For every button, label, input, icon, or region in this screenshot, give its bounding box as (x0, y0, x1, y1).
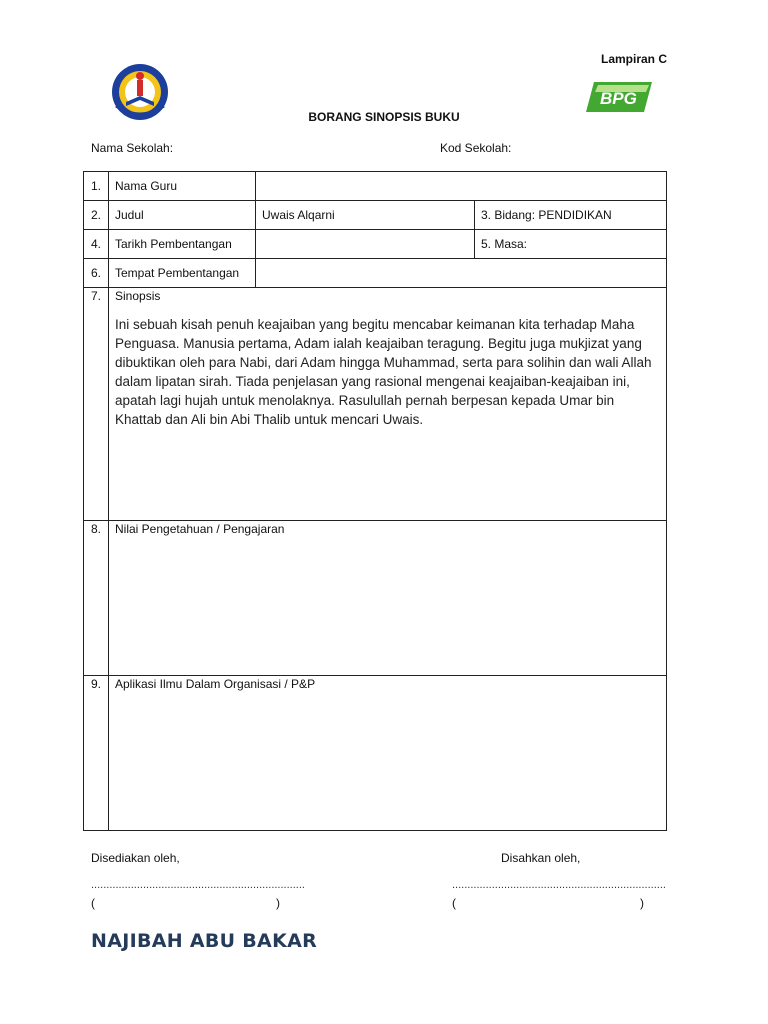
row-number: 4. (84, 230, 109, 259)
row-nama-guru (84, 172, 667, 201)
author-name: NAJIBAH ABU BAKAR (91, 930, 318, 952)
bpg-logo-icon (586, 80, 654, 114)
aplikasi-cell[interactable] (109, 676, 667, 831)
nilai-cell[interactable] (109, 521, 667, 676)
form-title: BORANG SINOPSIS BUKU (308, 110, 460, 124)
nama-sekolah-label: Nama Sekolah: (91, 141, 174, 155)
judul-field[interactable]: Uwais Alqarni (256, 201, 475, 230)
prepared-signature-line[interactable]: ...................................................................... (91, 879, 305, 891)
approved-paren-open: ( (452, 896, 456, 910)
sinopsis-cell[interactable] (109, 288, 667, 521)
row-number: 2. (84, 201, 109, 230)
nama-guru-label: Nama Guru (109, 172, 256, 201)
bpg-logo-text: BPG (600, 89, 637, 108)
sinopsis-text: Ini sebuah kisah penuh keajaiban yang begitu mencabar keimanan kita terhadap Maha Penguasa. Manusia pertama, Adam ialah keajaiban teragung. Begitu juga mukjizat yang dibuktikan oleh para Nabi, dari Adam hingga Muhammad, serta para solihin dan wali Allah dalam lipatan sirah. Tiada penjelasan yang rasional mengenai keajaiban-keajaiban ini, apatah lagi hujah untuk menolaknya. Rasulullah pernah berpesan kepada Umar bin Khattab dan Ali bin Abi Thalib untuk mencari Uwais. (115, 317, 652, 427)
judul-label: Judul (109, 201, 256, 230)
row-tempat (84, 259, 667, 288)
tarikh-field[interactable] (256, 230, 475, 259)
row-number: 7. (84, 288, 109, 521)
row-number: 1. (84, 172, 109, 201)
row-number: 6. (84, 259, 109, 288)
tempat-label: Tempat Pembentangan (109, 259, 256, 288)
aplikasi-label: Aplikasi Ilmu Dalam Organisasi / P&P (115, 677, 316, 691)
bidang-field[interactable]: 3. Bidang: PENDIDIKAN (475, 201, 667, 230)
row-tarikh (84, 230, 667, 259)
synopsis-form-table (83, 171, 667, 831)
prepared-paren-close: ) (276, 896, 280, 910)
kod-sekolah-label: Kod Sekolah: (440, 141, 512, 155)
prepared-paren-open: ( (91, 896, 95, 910)
prepared-by-label: Disediakan oleh, (91, 851, 180, 865)
sinopsis-label: Sinopsis (115, 289, 161, 303)
nilai-label: Nilai Pengetahuan / Pengajaran (115, 522, 285, 536)
approved-signature-line[interactable]: ...................................................................... (452, 879, 666, 891)
masa-field[interactable]: 5. Masa: (475, 230, 667, 259)
approved-paren-close: ) (640, 896, 644, 910)
lampiran-label: Lampiran C (601, 52, 668, 66)
row-number: 9. (84, 676, 109, 831)
approved-by-label: Disahkan oleh, (501, 851, 581, 865)
row-aplikasi (84, 676, 667, 831)
row-number: 8. (84, 521, 109, 676)
row-sinopsis (84, 288, 667, 521)
tempat-field[interactable] (256, 259, 667, 288)
tarikh-label: Tarikh Pembentangan (109, 230, 256, 259)
nama-guru-field[interactable] (256, 172, 667, 201)
row-judul (84, 201, 667, 230)
row-nilai (84, 521, 667, 676)
